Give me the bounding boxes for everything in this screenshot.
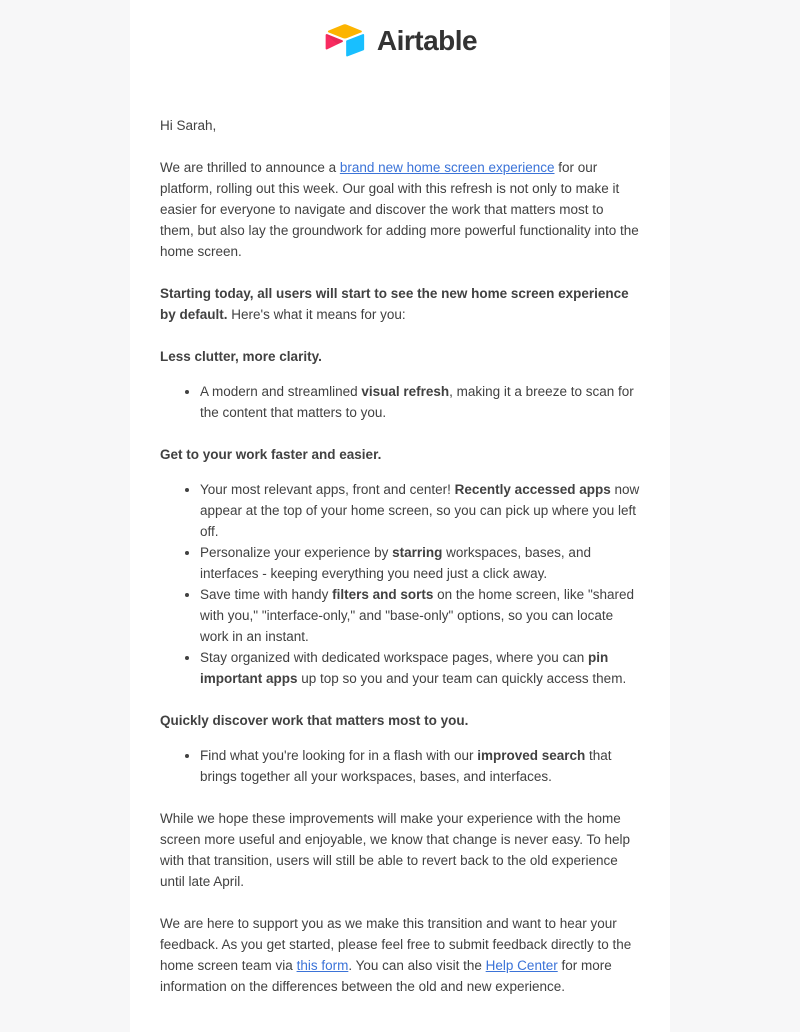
text-run: While we hope these improvements will make your experience with the home screen more useful and enjoyable, we know that change is never easy. To help with that transition, users will still be able to revert back to the old experience until late April. (160, 811, 631, 889)
clarity-list (160, 381, 640, 423)
bold-text: Starting today, all users will start to see the new home screen experience by default. (160, 286, 629, 322)
discover-list (160, 745, 640, 787)
bold-text: visual refresh (361, 384, 450, 399)
text-run: Hi Sarah, (160, 118, 217, 133)
bold-text: Less clutter, more clarity. (160, 349, 322, 364)
bold-text: pin important apps (200, 650, 609, 686)
airtable-logo-icon (323, 22, 367, 59)
bold-text: Quickly discover work that matters most to you. (160, 713, 469, 728)
bold-text: filters and sorts (332, 587, 434, 602)
text-run: for more information on the differences between the old and new experience. (160, 958, 612, 994)
bold-text: starring (392, 545, 443, 560)
greeting (160, 115, 640, 136)
help-center-link[interactable]: Help Center (485, 958, 558, 973)
airtable-wordmark: Airtable (376, 24, 478, 56)
bold-text: Recently accessed apps (454, 482, 611, 497)
list-item (200, 479, 640, 542)
text-run: Save time with handy (200, 587, 333, 602)
email-header (130, 0, 670, 59)
transition-paragraph (160, 808, 640, 892)
section-heading-clarity (160, 346, 640, 367)
list-item (200, 542, 640, 584)
list-item (200, 745, 640, 787)
section-heading-faster (160, 444, 640, 465)
this-form-link[interactable]: this form (296, 958, 349, 973)
faster-list (160, 479, 640, 689)
text-run: , making it a breeze to scan for the content that matters to you. (200, 384, 634, 420)
text-run: A modern and streamlined (200, 384, 362, 399)
logo-right-face (346, 34, 364, 56)
text-run: on the home screen, like "shared with you," "interface-only," and "base-only" options, so you can locate work in an instant. (200, 587, 635, 644)
text-run: We are thrilled to announce a (160, 160, 340, 175)
section-heading-discover (160, 710, 640, 731)
text-run: We are here to support you as we make this transition and want to hear your feedback. As you get started, please feel free to submit feedback directly to the home screen team via (160, 916, 632, 973)
rollout-paragraph (160, 283, 640, 325)
text-run: Personalize your experience by (200, 545, 393, 560)
text-run: workspaces, bases, and interfaces - keeping everything you need just a click away. (200, 545, 591, 581)
email-card (130, 0, 670, 1032)
bold-text: Get to your work faster and easier. (160, 447, 382, 462)
text-run: Find what you're looking for in a flash with our (200, 748, 478, 763)
text-run: . You can also visit the (348, 958, 486, 973)
email-body (130, 59, 670, 1032)
text-run: now appear at the top of your home screen, so you can pick up where you left off. (200, 482, 640, 539)
text-run: Stay organized with dedicated workspace pages, where you can (200, 650, 588, 665)
feedback-paragraph (160, 913, 640, 997)
bold-text: improved search (477, 748, 586, 763)
logo-top-face (328, 24, 362, 38)
list-item (200, 647, 640, 689)
text-run: that brings together all your workspaces, bases, and interfaces. (200, 748, 612, 784)
intro-paragraph (160, 157, 640, 262)
text-run: Your most relevant apps, front and center! (200, 482, 455, 497)
text-run: Here's what it means for you: (227, 307, 406, 322)
brand-new-home-screen-link[interactable]: brand new home screen experience (339, 160, 555, 175)
text-run: for our platform, rolling out this week. Our goal with this refresh is not only to make it easier for everyone to navigate and discover the work that matters most to them, but also lay the groundwork for adding more powerful functionality into the home screen. (160, 160, 639, 259)
text-run: up top so you and your team can quickly access them. (297, 671, 627, 686)
list-item (200, 381, 640, 423)
airtable-logo-link[interactable] (323, 22, 477, 59)
list-item (200, 584, 640, 647)
